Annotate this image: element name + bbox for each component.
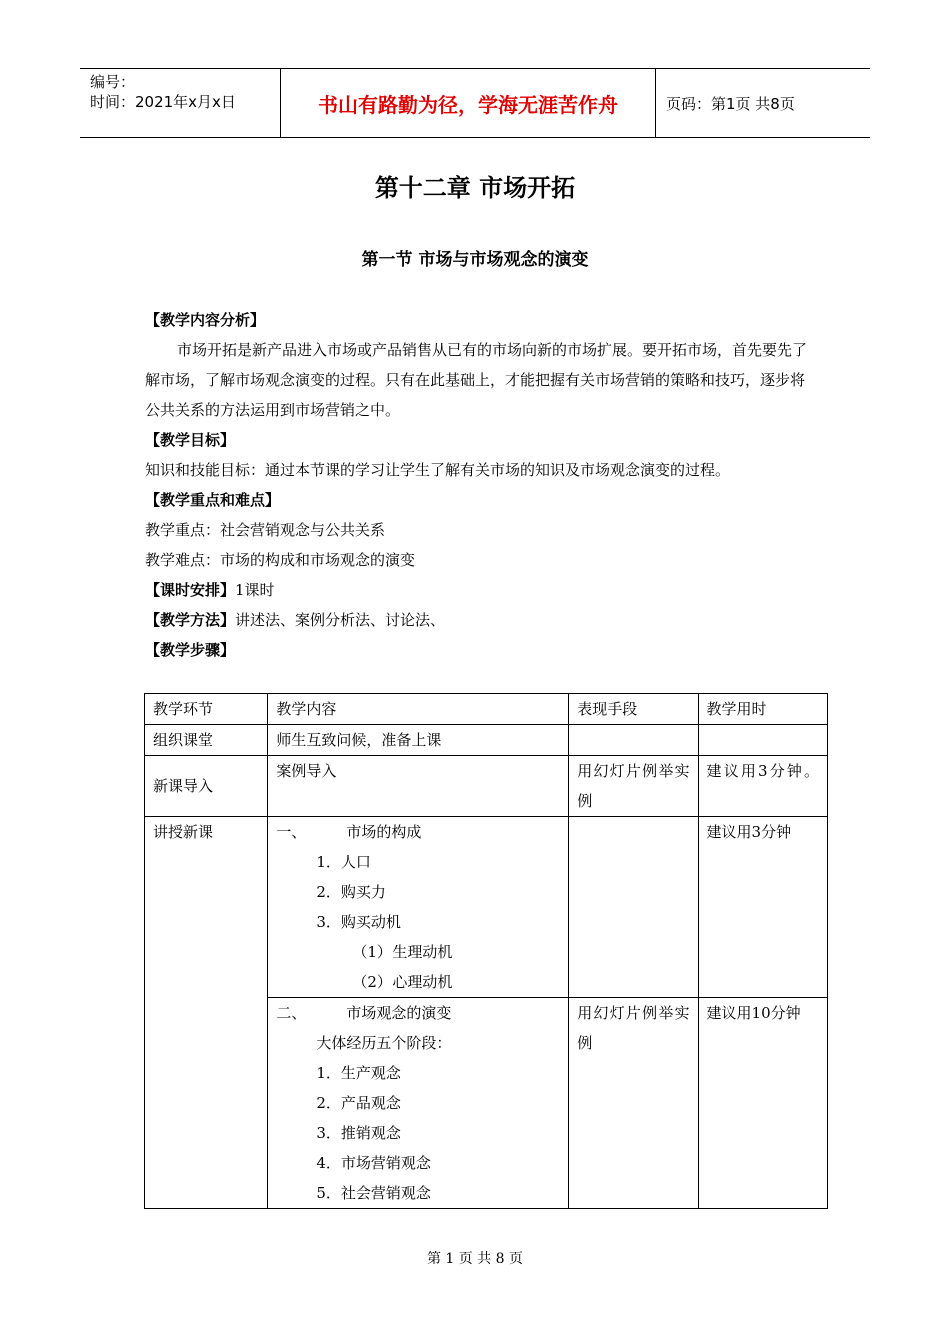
sub-list-item (276, 937, 560, 967)
content-cell (268, 998, 569, 1209)
list-item: 2．购买力 (316, 883, 386, 901)
table-header-row (145, 694, 828, 725)
analysis-text: 市场开拓是新产品进入市场或产品销售从已有的市场向新的市场扩展。要开拓市场，首先要先了解市场，了解市场观念演变的过程。只有在此基础上，才能把握有关市场营销的策略和技巧，逐步将公共关系的方法运用到市场营销之中。 (145, 341, 808, 419)
topic-intro: 大体经历五个阶段： (316, 1034, 452, 1052)
table-header-cell: 教学用时 (698, 694, 827, 725)
schedule-line (145, 575, 815, 605)
table-row (145, 817, 828, 998)
keypoints-heading: 【教学重点和难点】 (145, 491, 281, 509)
sub-list-number: （2） (352, 973, 392, 991)
list-item: 2．产品观念 (316, 1094, 401, 1112)
schedule-heading: 【课时安排】 (145, 581, 236, 599)
methods-line (145, 605, 815, 635)
analysis-heading: 【教学内容分析】 (145, 311, 266, 329)
table-header-cell: 表现手段 (569, 694, 698, 725)
means-cell: 用幻灯片例举实例 (569, 998, 698, 1209)
time-cell (698, 725, 827, 756)
chapter-title: 第十二章 市场开拓 (374, 174, 576, 202)
table-row (145, 725, 828, 756)
content-cell: 案例导入 (268, 756, 569, 817)
topic-heading (276, 998, 560, 1028)
content-cell (268, 817, 569, 998)
list-item: 3．购买动机 (316, 913, 401, 931)
document-body (145, 305, 815, 665)
page-header (80, 68, 870, 138)
section-title: 第一节 市场与市场观念的演变 (361, 250, 589, 270)
sub-list-text: 生理动机 (392, 943, 453, 961)
time-cell: 建议用3分钟 (698, 817, 827, 998)
topic-title: 市场观念的演变 (346, 1004, 452, 1022)
list-item: 5．社会营销观念 (316, 1184, 431, 1202)
table-header-cell: 教学内容 (268, 694, 569, 725)
header-meta (80, 69, 280, 137)
time-cell: 建议用10分钟 (698, 998, 827, 1209)
sub-list-text: 心理动机 (392, 973, 453, 991)
topic-number: 二、 (276, 1004, 307, 1022)
stage-cell: 组织课堂 (145, 725, 268, 756)
means-cell: 用幻灯片例举实例 (569, 756, 698, 817)
goals-text: 知识和技能目标：通过本节课的学习让学生了解有关市场的知识及市场观念演变的过程。 (145, 461, 731, 479)
teaching-steps-table (144, 693, 828, 1209)
stage-cell: 讲授新课 (145, 817, 268, 1209)
sub-list-item (276, 967, 560, 997)
schedule-text: 1课时 (235, 581, 275, 599)
methods-text: 讲述法、案例分析法、讨论法、 (235, 611, 446, 629)
time-cell: 建议用3分钟。 (698, 756, 827, 817)
steps-heading: 【教学步骤】 (145, 641, 236, 659)
topic-heading (276, 817, 560, 847)
means-cell (569, 725, 698, 756)
header-motto: 书山有路勤为径，学海无涯苦作舟 (280, 69, 656, 137)
table-header-cell: 教学环节 (145, 694, 268, 725)
topic-number: 一、 (276, 823, 307, 841)
page-footer: 第 1 页 共 8 页 (426, 1251, 524, 1267)
stage-cell: 新课导入 (145, 756, 268, 817)
serial-label: 编号： (90, 73, 136, 91)
goals-heading: 【教学目标】 (145, 431, 236, 449)
difficult-point-text: 教学难点：市场的构成和市场观念的演变 (145, 551, 416, 569)
header-page-info: 页码：第1页 共8页 (666, 94, 795, 113)
means-cell (569, 817, 698, 998)
sub-list-number: （1） (352, 943, 392, 961)
list-item: 1．人口 (316, 853, 371, 871)
content-cell: 师生互致问候，准备上课 (268, 725, 569, 756)
time-label: 时间：2021年x月x日 (90, 93, 236, 111)
list-item: 1．生产观念 (316, 1064, 401, 1082)
topic-title: 市场的构成 (346, 823, 422, 841)
table-row (145, 756, 828, 817)
key-point-text: 教学重点：社会营销观念与公共关系 (145, 521, 386, 539)
list-item: 4．市场营销观念 (316, 1154, 431, 1172)
methods-heading: 【教学方法】 (145, 611, 236, 629)
list-item: 3．推销观念 (316, 1124, 401, 1142)
